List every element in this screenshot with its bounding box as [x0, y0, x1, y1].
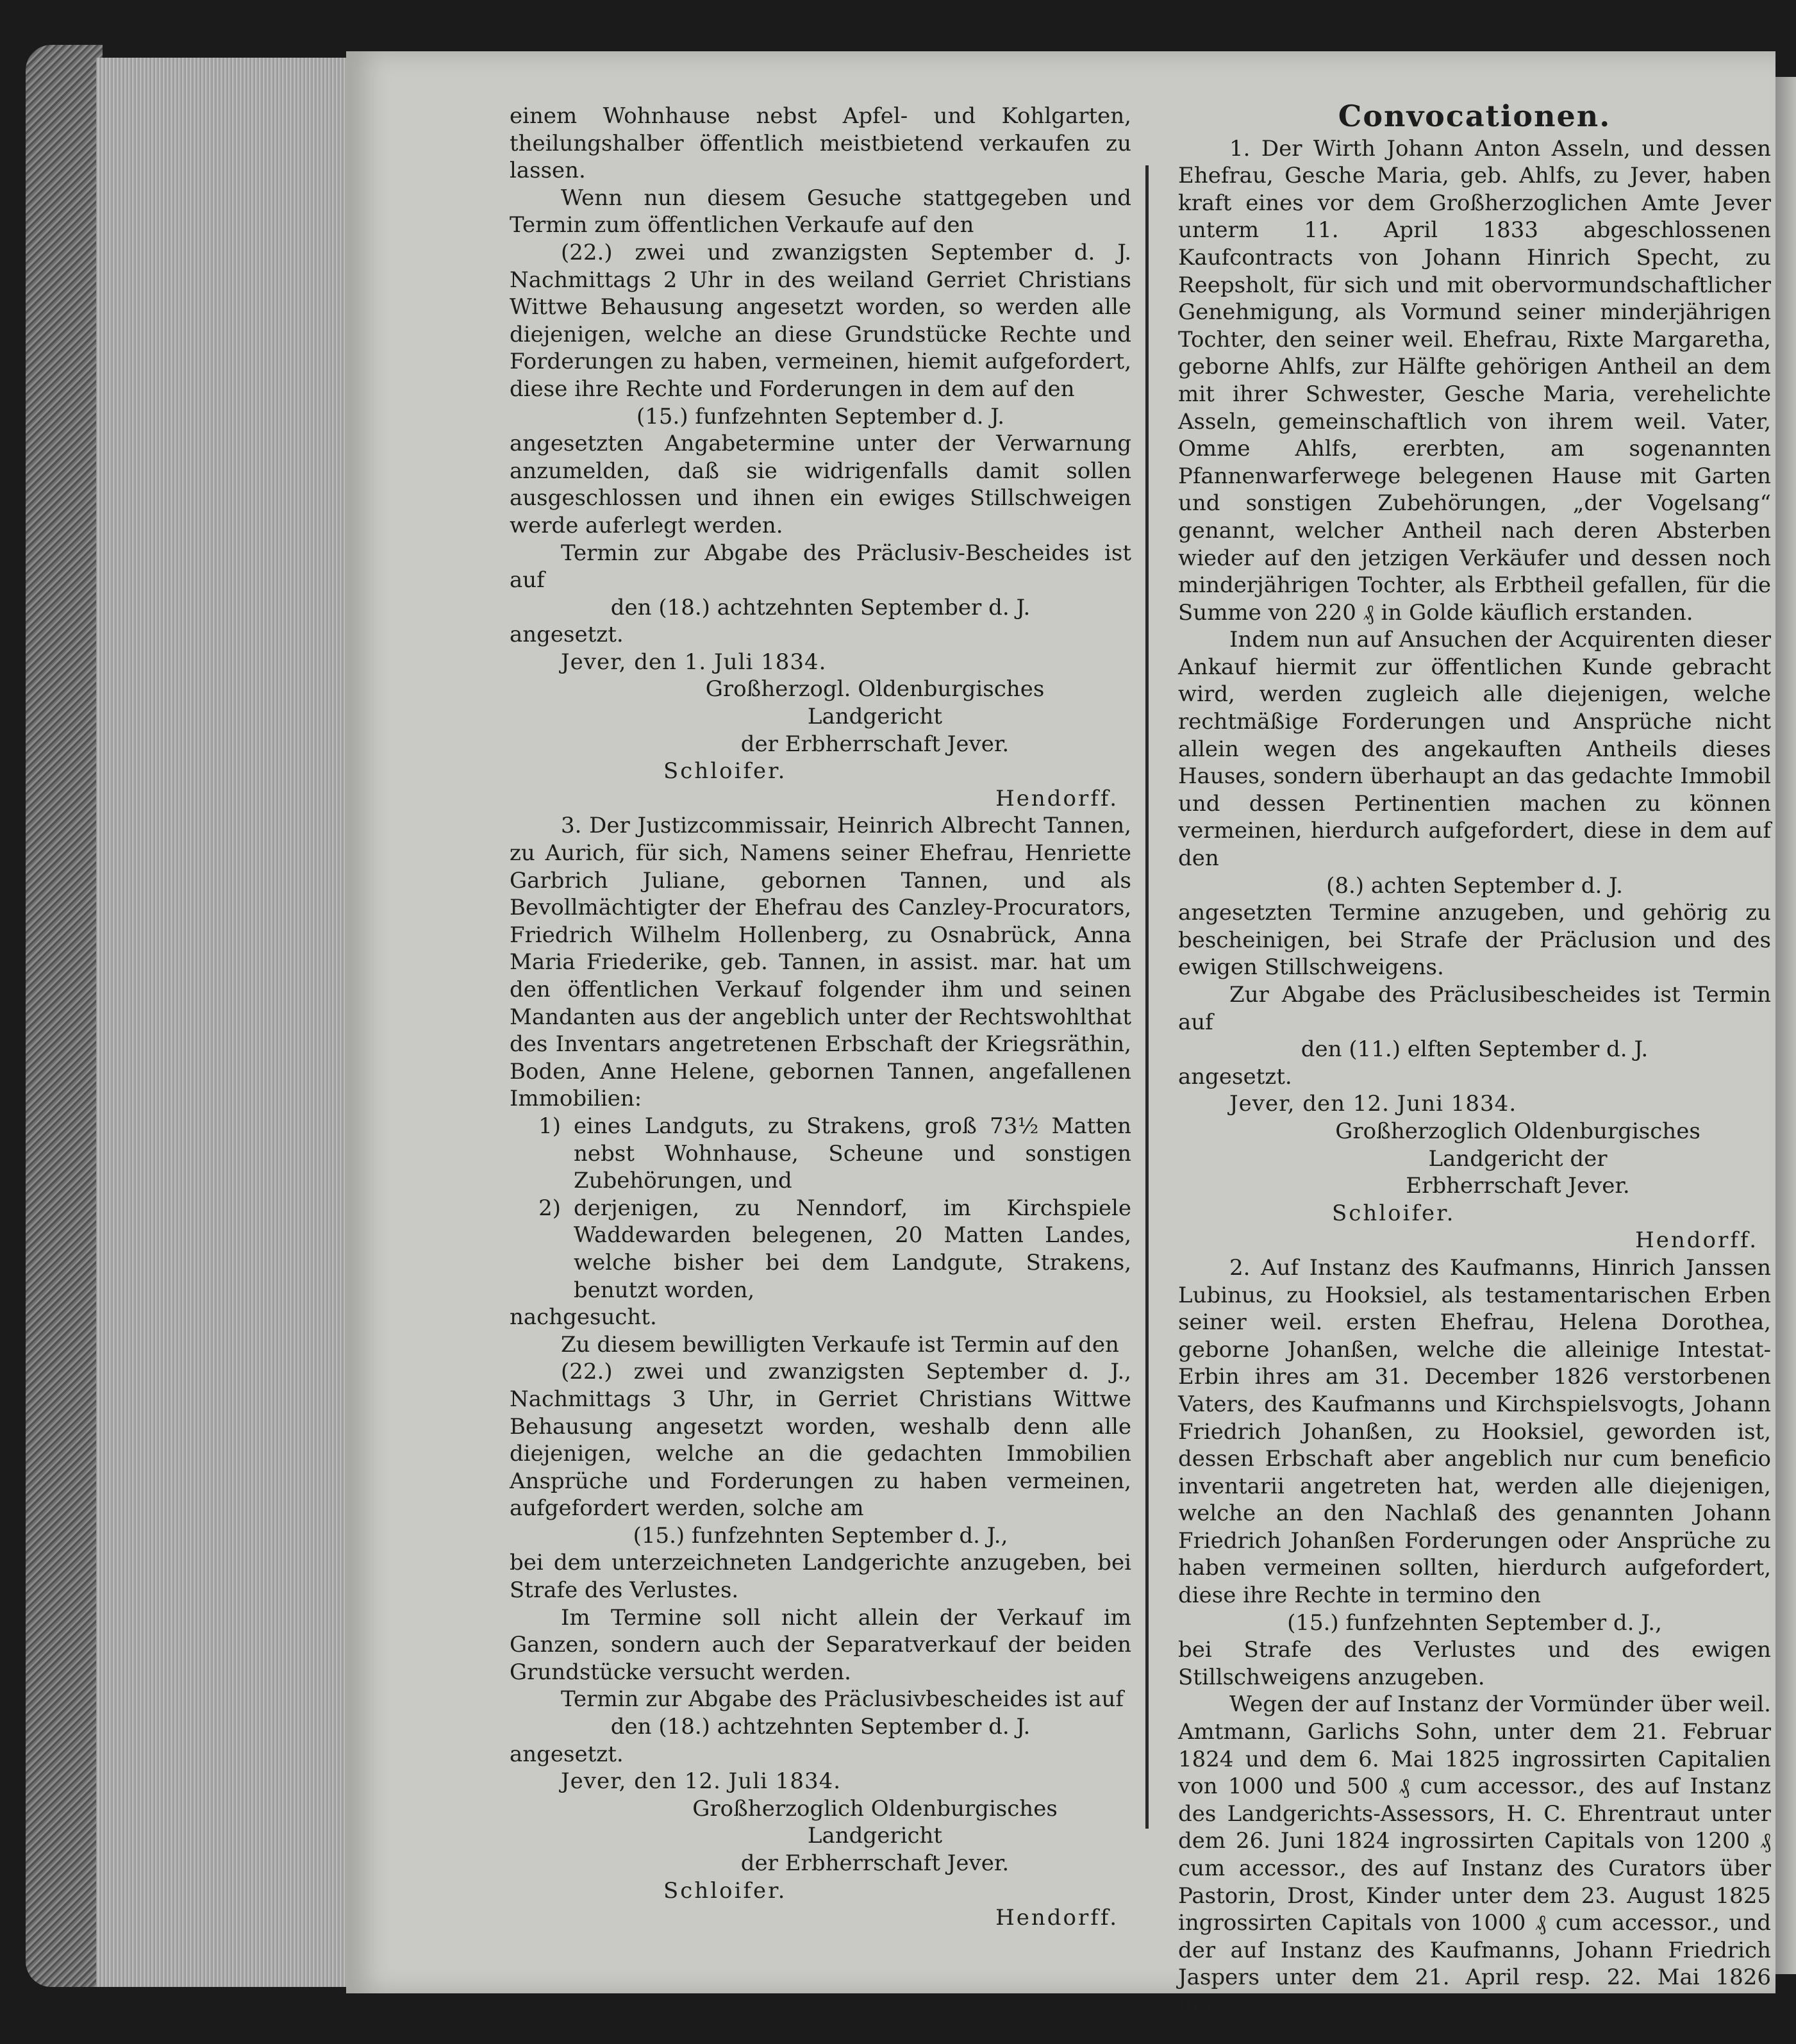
section-heading: Convocationen. [1338, 99, 1611, 133]
text-paragraph: Wenn nun diesem Gesuche stattgegeben und Termin zum öffentlichen Verkaufe auf den [510, 185, 1131, 238]
list-item [510, 1195, 1131, 1304]
text-paragraph: angesetzt. [510, 1741, 624, 1767]
text-paragraph: Indem nun auf Ansuchen der Acquirenten dieser Ankauf hiermit zur öffentlichen Kunde gebracht wird, werden zugleich alle diejenigen, welche rechtmäßige Forderungen und Ansprüche nicht allein wegen des angekauften Antheils dieses Hauses, sondern überhaupt an das gedachte Immobil und dessen Pertinentien machen zu können vermeinen, hierdurch aufgefordert, diese in dem auf den [1178, 627, 1771, 872]
text-paragraph: Zur Abgabe des Präclusibescheides ist Termin auf [1178, 982, 1771, 1035]
text-paragraph: bei Strafe des Verlustes und des ewigen Stillschweigens anzugeben. [1178, 1637, 1771, 1690]
list-text: derjenigen, zu Nenndorf, im Kirchspiele Waddewarden belegenen, 20 Matten Landes, welche bisher bei dem Landgute, Strakens, benutzt worden, [574, 1195, 1131, 1303]
court-name: der Erbherrschaft Jever. [740, 731, 1010, 757]
text-paragraph: einem Wohnhause nebst Apfel- und Kohlgarten, theilungshalber öffentlich meistbietend verkaufen zu lassen. [510, 103, 1131, 184]
text-paragraph: bei dem unterzeichneten Landgerichte anzugeben, bei Strafe des Verlustes. [510, 1550, 1131, 1604]
court-name: Großherzoglich Oldenburgisches Landgericht [692, 1795, 1058, 1849]
right-column [1178, 99, 1771, 2019]
left-column [510, 103, 1131, 1932]
text-paragraph: angesetzt. [1178, 1063, 1292, 1090]
text-paragraph: angesetzten Angabetermine unter der Verwarnung anzumelden, daß sie widrigenfalls damit sollen ausgeschlossen und ihnen ein ewiges Stillschweigen werde auferlegt werden. [510, 431, 1131, 538]
place-date: Jever, den 12. Juni 1834. [1229, 1091, 1517, 1117]
next-page-edge [1775, 77, 1796, 1974]
signature-name: Schloifer. [1332, 1200, 1456, 1226]
place-date: Jever, den 12. Juli 1834. [561, 1768, 842, 1795]
page-edges [96, 58, 353, 1987]
signature-name: Schloifer. [663, 758, 787, 785]
court-name: Großherzoglich Oldenburgisches Landgericht der [1335, 1118, 1700, 1172]
text-paragraph: Termin zur Abgabe des Präclusiv-Bescheides ist auf [510, 540, 1131, 594]
text-paragraph: nachgesucht. [510, 1304, 657, 1331]
date-line: (15.) funfzehnten September d. J. [636, 403, 1004, 429]
date-line: den (18.) achtzehnten September d. J. [610, 594, 1031, 620]
date-line: (15.) funfzehnten September d. J., [1287, 1609, 1662, 1636]
text-paragraph: 1. Der Wirth Johann Anton Asseln, und dessen Ehefrau, Gesche Maria, geb. Ahlfs, zu Jever, haben kraft eines vor dem Großherzoglichen Amte Jever unterm 11. April 1833 abgeschlossenen Kaufcontracts von Johann Hinrich Specht, zu Reepsholt, für sich und mit obervormundschaftlicher Genehmigung, als Vormund seiner minderjährigen Tochter, den seiner weil. Ehefrau, Rixte Margaretha, geborne Ahlfs, zur Hälfte gehörigen Antheil an dem mit ihrer Schwester, Gesche Maria, verehelichte Asseln, gemeinschaftlich von ihrem weil. Vater, Omme Ahlfs, ererbten, am sogenannten Pfannenwarferwege belegenen Hause mit Garten und sonstigen Zubehörungen, „der Vogelsang“ genannt, welcher Antheil nach deren Absterben wieder auf den jetzigen Verkäufer und dessen noch minderjährigen Tochter, als Erbtheil gefallen, für die Summe von 220 ₰ in Golde käuflich erstanden. [1178, 135, 1771, 626]
signature-name: Schloifer. [663, 1877, 787, 1904]
book-spine [26, 45, 103, 1987]
text-paragraph: Im Termine soll nicht allein der Verkauf im Ganzen, sondern auch der Separatverkauf der beiden Grundstücke versucht werden. [510, 1604, 1131, 1685]
date-line: (15.) funfzehnten September d. J., [633, 1522, 1008, 1549]
text-paragraph: (22.) zwei und zwanzigsten September d. J. Nachmittags 2 Uhr in des weiland Gerriet Christians Wittwe Behausung angesetzt worden, so werden alle diejenigen, welche an diese Grundstücke Rechte und Forderungen zu haben, vermeinen, hiemit aufgefordert, diese ihre Rechte und Forderungen in dem auf den [510, 239, 1131, 402]
court-name: der Erbherrschaft Jever. [740, 1850, 1010, 1876]
text-paragraph: Zu diesem bewilligten Verkaufe ist Termin auf den [561, 1331, 1119, 1358]
date-line: den (11.) elften September d. J. [1301, 1036, 1649, 1063]
column-divider [1145, 165, 1149, 1829]
text-paragraph: 2. Auf Instanz des Kaufmanns, Hinrich Janssen Lubinus, zu Hooksiel, als testamentarischen Erben seiner weil. ersten Ehefrau, Helena Dorothea, geborne Johanßen, welche die alleinige Intestat-Erbin ihres am 31. December 1826 verstorbenen Vaters, des Kaufmanns und Kirchspielsvogts, Johann Friedrich Johanßen, zu Hooksiel, geworden ist, dessen Erbschaft aber angeblich nur cum beneficio inventarii angetreten hat, werden alle diejenigen, welche an den Nachlaß des genannten Johann Friedrich Johanßen Forderungen oder Ansprüche zu haben vermeinen sollten, hierdurch aufgefordert, diese ihre Rechte in termino den [1178, 1254, 1771, 1609]
list-text: eines Landguts, zu Strakens, groß 73½ Matten nebst Wohnhause, Scheune und sonstigen Zubehörungen, und [574, 1113, 1131, 1194]
court-name: Großherzogl. Oldenburgisches Landgericht [705, 676, 1045, 730]
list-item [510, 1113, 1131, 1195]
signature-name: Hendorff. [995, 1905, 1118, 1931]
text-paragraph: Wegen der auf Instanz der Vormünder über weil. Amtmann, Garlichs Sohn, unter dem 21. Februar 1824 und dem 6. Mai 1825 ingrossirten Capitalien von 1000 und 500 ₰ cum accessor., des auf Instanz des Landgerichts-Assessors, H. C. Ehrentraut unter dem 26. Juni 1824 ingrossirten Capitals von 1200 ₰ cum accessor., des auf Instanz des Curators über Pastorin, Drost, Kinder unter dem 23. August 1825 ingrossirten Capitals von 1000 ₰ cum accessor., und der auf Instanz des Kaufmanns, Johann Friedrich Jaspers unter dem 21. April resp. 22. Mai 1826 ingros- [1178, 1691, 1771, 2018]
date-line: den (18.) achtzehnten September d. J. [610, 1714, 1031, 1740]
text-paragraph: (22.) zwei und zwanzigsten September d. J., Nachmittags 3 Uhr, in Gerriet Christians Wittwe Behausung angesetzt worden, weshalb denn alle diejenigen, welche an die gedachten Immobilien Ansprüche und Forderungen zu haben vermeinen, aufgefordert werden, solche am [510, 1359, 1131, 1522]
text-paragraph: angesetzten Termine anzugeben, und gehörig zu bescheinigen, bei Strafe der Präclusion und des ewigen Stillschweigens. [1178, 900, 1771, 981]
list-number: 1) [538, 1113, 561, 1139]
text-paragraph: Termin zur Abgabe des Präclusivbescheides ist auf [561, 1686, 1124, 1713]
court-name: Erbherrschaft Jever. [1406, 1173, 1630, 1199]
text-paragraph: angesetzt. [510, 622, 624, 648]
text-paragraph: 3. Der Justizcommissair, Heinrich Albrecht Tannen, zu Aurich, für sich, Namens seiner Ehefrau, Henriette Garbrich Juliane, gebornen Tannen, und als Bevollmächtigter der Ehefrau des Canzley-Procurators, Friedrich Wilhelm Hollenberg, zu Osnabrück, Anna Maria Friederike, geb. Tannen, in assist. mar. hat um den öffentlichen Verkauf folgender ihm und seinen Mandanten aus der angeblich unter der Rechtswohlthat des Inventars angetretenen Erbschaft der Kriegsräthin, Boden, Anne Helene, gebornen Tannen, angefallenen Immobilien: [510, 813, 1131, 1112]
date-line: (8.) achten September d. J. [1326, 872, 1623, 899]
list-number: 2) [538, 1195, 561, 1221]
signature-name: Hendorff. [995, 785, 1118, 811]
signature-name: Hendorff. [1635, 1227, 1758, 1254]
place-date: Jever, den 1. Juli 1834. [561, 649, 827, 675]
